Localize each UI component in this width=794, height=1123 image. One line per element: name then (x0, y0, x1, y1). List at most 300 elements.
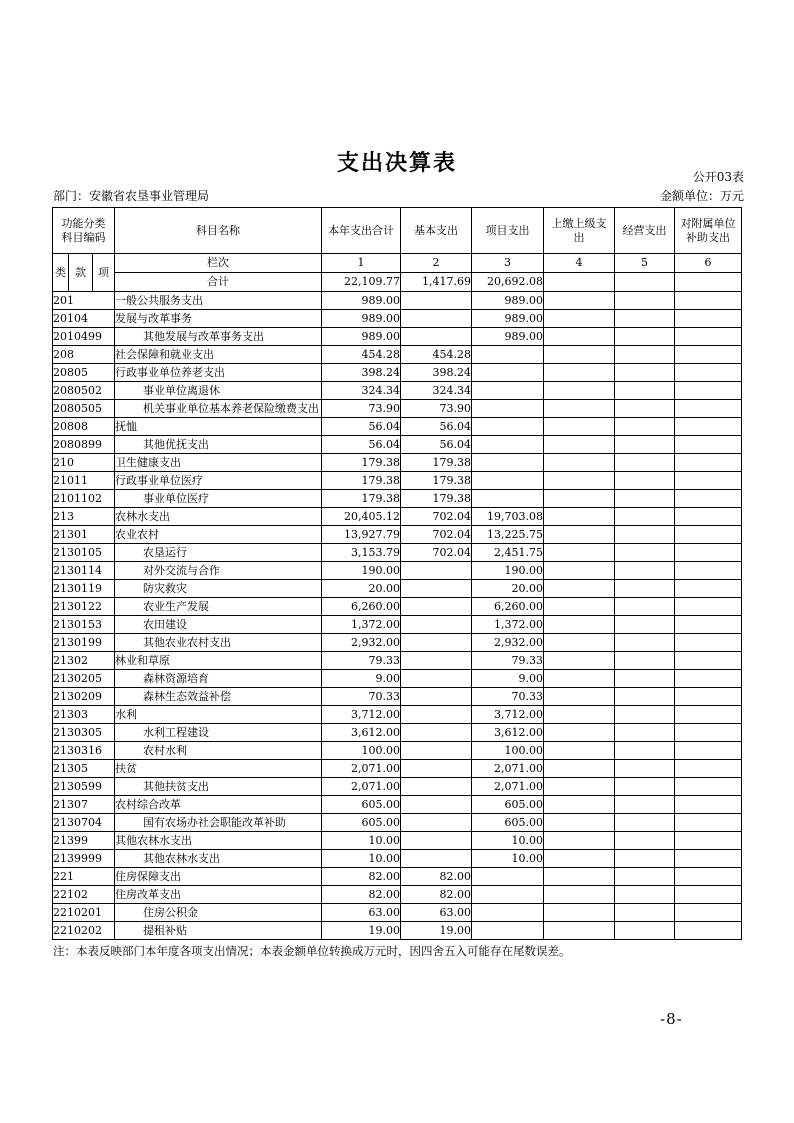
row-value (615, 904, 675, 922)
expenditure-table (52, 207, 742, 940)
row-value: 1,372.00 (322, 616, 401, 634)
row-value (615, 832, 675, 850)
row-value: 179.38 (322, 490, 401, 508)
row-value (615, 454, 675, 472)
header-xiang: 项 (93, 254, 115, 292)
total-value-1: 22,109.77 (322, 273, 401, 292)
row-value (675, 292, 742, 310)
row-value (472, 346, 544, 364)
row-value (544, 706, 615, 724)
row-value: 605.00 (472, 814, 544, 832)
row-value (615, 778, 675, 796)
row-value (675, 436, 742, 454)
row-value (544, 400, 615, 418)
table-row (53, 796, 742, 814)
row-value (675, 544, 742, 562)
table-row (53, 346, 742, 364)
row-value: 190.00 (472, 562, 544, 580)
row-value (615, 652, 675, 670)
row-value (675, 382, 742, 400)
row-value (615, 292, 675, 310)
row-value: 82.00 (401, 886, 472, 904)
row-value (615, 760, 675, 778)
row-value: 63.00 (322, 904, 401, 922)
row-value: 3,612.00 (472, 724, 544, 742)
row-value: 63.00 (401, 904, 472, 922)
row-value: 6,260.00 (472, 598, 544, 616)
row-value: 100.00 (322, 742, 401, 760)
row-value (544, 454, 615, 472)
row-value: 989.00 (472, 328, 544, 346)
page-title: 支出决算表 (336, 151, 457, 176)
table-row (53, 328, 742, 346)
row-value: 989.00 (322, 310, 401, 328)
row-value (401, 778, 472, 796)
table-note: 注：本表反映部门本年度各项支出情况；本表金额单位转换成万元时，因四舍五入可能存在尾数误差。 (53, 944, 571, 958)
row-value (675, 562, 742, 580)
row-value: 2,071.00 (472, 760, 544, 778)
row-value (615, 508, 675, 526)
header-col-1: 本年支出合计 (322, 208, 401, 254)
row-value (472, 868, 544, 886)
column-index-row (53, 254, 742, 273)
table-row (53, 850, 742, 868)
row-value (675, 742, 742, 760)
table-body (53, 292, 742, 940)
row-value (675, 634, 742, 652)
row-code: 21303 (53, 706, 115, 724)
row-code: 2080502 (53, 382, 115, 400)
row-value (544, 868, 615, 886)
header-lei: 类 (53, 254, 69, 292)
row-subject-name: 水利工程建设 (115, 724, 322, 742)
row-value (615, 310, 675, 328)
row-value (401, 760, 472, 778)
row-value (675, 688, 742, 706)
row-value (544, 832, 615, 850)
row-code: 208 (53, 346, 115, 364)
header-col-5: 经营支出 (615, 208, 675, 254)
row-value: 398.24 (401, 364, 472, 382)
row-value: 56.04 (322, 436, 401, 454)
row-code: 2210202 (53, 922, 115, 940)
row-value: 702.04 (401, 544, 472, 562)
row-value (544, 616, 615, 634)
row-value: 56.04 (401, 418, 472, 436)
row-value (401, 292, 472, 310)
row-value: 56.04 (401, 436, 472, 454)
table-row (53, 922, 742, 940)
row-value (544, 688, 615, 706)
row-value: 2,071.00 (322, 760, 401, 778)
header-col-4: 上缴上级支出 (544, 208, 615, 254)
header-code-group: 功能分类科目编码 (53, 208, 115, 254)
row-value: 10.00 (472, 850, 544, 868)
row-value (544, 778, 615, 796)
row-value (401, 670, 472, 688)
row-value (544, 346, 615, 364)
table-row (53, 670, 742, 688)
row-code: 2130122 (53, 598, 115, 616)
row-value (401, 742, 472, 760)
table-row (53, 472, 742, 490)
row-value (615, 742, 675, 760)
meta-row (53, 187, 744, 204)
row-value: 19.00 (401, 922, 472, 940)
row-code: 2130114 (53, 562, 115, 580)
row-value: 20,405.12 (322, 508, 401, 526)
row-subject-name: 卫生健康支出 (115, 454, 322, 472)
row-value (675, 400, 742, 418)
form-code-label: 公开03表 (692, 170, 744, 184)
row-value (675, 346, 742, 364)
row-subject-name: 森林资源培育 (115, 670, 322, 688)
row-subject-name: 一般公共服务支出 (115, 292, 322, 310)
row-value (544, 418, 615, 436)
row-value (615, 472, 675, 490)
row-value (675, 364, 742, 382)
row-value (615, 886, 675, 904)
row-value (472, 472, 544, 490)
row-value (472, 436, 544, 454)
row-value: 10.00 (322, 850, 401, 868)
header-col-2: 基本支出 (401, 208, 472, 254)
row-value (544, 742, 615, 760)
row-value (675, 868, 742, 886)
row-code: 2080899 (53, 436, 115, 454)
row-value (615, 598, 675, 616)
unit-label: 金额单位：万元 (659, 189, 744, 203)
row-value (615, 724, 675, 742)
row-value (544, 490, 615, 508)
row-value (544, 886, 615, 904)
row-subject-name: 农业农村 (115, 526, 322, 544)
row-value: 179.38 (322, 454, 401, 472)
row-value (401, 616, 472, 634)
row-value (472, 886, 544, 904)
row-value (544, 814, 615, 832)
table-row (53, 580, 742, 598)
row-value: 3,712.00 (472, 706, 544, 724)
row-value (675, 598, 742, 616)
row-code: 2130704 (53, 814, 115, 832)
row-value: 73.90 (322, 400, 401, 418)
row-value: 2,932.00 (322, 634, 401, 652)
row-value: 13,225.75 (472, 526, 544, 544)
row-value (675, 670, 742, 688)
table-row (53, 886, 742, 904)
row-code: 2130205 (53, 670, 115, 688)
table-row (53, 454, 742, 472)
row-value (544, 634, 615, 652)
row-subject-name: 提租补贴 (115, 922, 322, 940)
row-value: 702.04 (401, 508, 472, 526)
row-value (544, 850, 615, 868)
row-subject-name: 其他农业农村支出 (115, 634, 322, 652)
row-value: 20.00 (322, 580, 401, 598)
row-subject-name: 发展与改革事务 (115, 310, 322, 328)
row-value (544, 760, 615, 778)
row-value: 10.00 (322, 832, 401, 850)
total-label: 合计 (115, 273, 322, 292)
row-code: 221 (53, 868, 115, 886)
row-value (675, 904, 742, 922)
table-row (53, 904, 742, 922)
row-value: 82.00 (401, 868, 472, 886)
row-value (401, 598, 472, 616)
row-value: 454.28 (401, 346, 472, 364)
row-value (615, 616, 675, 634)
lanci-label: 栏次 (115, 254, 322, 273)
row-value (472, 454, 544, 472)
row-value: 100.00 (472, 742, 544, 760)
row-value: 79.33 (322, 652, 401, 670)
row-value (544, 598, 615, 616)
row-value (401, 706, 472, 724)
row-code: 20805 (53, 364, 115, 382)
row-code: 20104 (53, 310, 115, 328)
row-value (401, 652, 472, 670)
row-value (472, 364, 544, 382)
row-code: 21305 (53, 760, 115, 778)
row-value: 9.00 (472, 670, 544, 688)
row-code: 21307 (53, 796, 115, 814)
row-value (401, 688, 472, 706)
row-value (544, 436, 615, 454)
row-subject-name: 住房保障支出 (115, 868, 322, 886)
table-row (53, 526, 742, 544)
total-value-3: 20,692.08 (472, 273, 544, 292)
row-value: 1,372.00 (472, 616, 544, 634)
row-value (675, 922, 742, 940)
row-value (544, 472, 615, 490)
row-value (472, 382, 544, 400)
row-value (401, 562, 472, 580)
row-value (615, 706, 675, 724)
row-value (675, 508, 742, 526)
row-value (675, 850, 742, 868)
row-code: 2130305 (53, 724, 115, 742)
row-code: 2080505 (53, 400, 115, 418)
table-row (53, 508, 742, 526)
col-number-6: 6 (675, 254, 742, 273)
table-row (53, 598, 742, 616)
row-value: 605.00 (472, 796, 544, 814)
row-value (544, 580, 615, 598)
row-value (401, 832, 472, 850)
row-value: 56.04 (322, 418, 401, 436)
row-value (401, 796, 472, 814)
row-code: 2010499 (53, 328, 115, 346)
row-value (675, 706, 742, 724)
row-subject-name: 机关事业单位基本养老保险缴费支出 (115, 400, 322, 418)
row-code: 2130599 (53, 778, 115, 796)
table-row (53, 724, 742, 742)
row-value (675, 328, 742, 346)
row-value: 20.00 (472, 580, 544, 598)
row-value: 2,071.00 (322, 778, 401, 796)
row-value (472, 418, 544, 436)
row-value (675, 652, 742, 670)
row-value (675, 310, 742, 328)
table-row (53, 382, 742, 400)
header-col-3: 项目支出 (472, 208, 544, 254)
row-value (615, 562, 675, 580)
row-value: 2,932.00 (472, 634, 544, 652)
row-code: 21302 (53, 652, 115, 670)
row-value (544, 562, 615, 580)
row-code: 213 (53, 508, 115, 526)
row-value (615, 346, 675, 364)
row-subject-name: 事业单位医疗 (115, 490, 322, 508)
row-subject-name: 事业单位离退休 (115, 382, 322, 400)
row-value (615, 364, 675, 382)
row-value (675, 832, 742, 850)
row-value: 3,153.79 (322, 544, 401, 562)
row-value (615, 544, 675, 562)
row-value (401, 850, 472, 868)
col-number-2: 2 (401, 254, 472, 273)
row-value (401, 310, 472, 328)
row-value (544, 508, 615, 526)
row-subject-name: 水利 (115, 706, 322, 724)
table-row (53, 688, 742, 706)
total-value-5 (615, 273, 675, 292)
row-value: 2,071.00 (472, 778, 544, 796)
row-value (675, 616, 742, 634)
col-number-1: 1 (322, 254, 401, 273)
row-value (675, 796, 742, 814)
col-number-3: 3 (472, 254, 544, 273)
table-row (53, 364, 742, 382)
row-value (615, 670, 675, 688)
row-code: 201 (53, 292, 115, 310)
row-value: 324.34 (322, 382, 401, 400)
row-subject-name: 农业生产发展 (115, 598, 322, 616)
row-code: 2130153 (53, 616, 115, 634)
table-row (53, 616, 742, 634)
row-value: 70.33 (322, 688, 401, 706)
row-code: 20808 (53, 418, 115, 436)
table-row (53, 778, 742, 796)
row-value (615, 796, 675, 814)
table-row (53, 760, 742, 778)
row-value (675, 418, 742, 436)
row-value (544, 670, 615, 688)
row-value (675, 724, 742, 742)
row-value (615, 688, 675, 706)
row-subject-name: 行政事业单位医疗 (115, 472, 322, 490)
row-value (472, 922, 544, 940)
row-value: 605.00 (322, 796, 401, 814)
row-subject-name: 住房公积金 (115, 904, 322, 922)
row-value (472, 400, 544, 418)
row-subject-name: 社会保障和就业支出 (115, 346, 322, 364)
table-row (53, 292, 742, 310)
row-subject-name: 农垦运行 (115, 544, 322, 562)
row-value: 179.38 (322, 472, 401, 490)
row-value (615, 850, 675, 868)
col-number-4: 4 (544, 254, 615, 273)
row-value: 324.34 (401, 382, 472, 400)
table-row (53, 706, 742, 724)
row-value: 179.38 (401, 454, 472, 472)
table-row (53, 490, 742, 508)
row-subject-name: 扶贫 (115, 760, 322, 778)
row-value (544, 652, 615, 670)
row-value (615, 490, 675, 508)
row-value: 989.00 (472, 292, 544, 310)
row-value (615, 868, 675, 886)
row-value (615, 922, 675, 940)
row-value (472, 904, 544, 922)
table-row (53, 814, 742, 832)
row-value (615, 436, 675, 454)
table-row (53, 868, 742, 886)
row-value: 179.38 (401, 472, 472, 490)
row-value (675, 472, 742, 490)
table-row (53, 562, 742, 580)
row-value (675, 454, 742, 472)
department-label: 部门：安徽省农垦事业管理局 (53, 189, 210, 203)
table-row (53, 310, 742, 328)
row-value: 454.28 (322, 346, 401, 364)
row-subject-name: 农田建设 (115, 616, 322, 634)
row-code: 2130119 (53, 580, 115, 598)
row-code: 2130316 (53, 742, 115, 760)
row-value: 70.33 (472, 688, 544, 706)
row-value: 19.00 (322, 922, 401, 940)
row-code: 2130209 (53, 688, 115, 706)
row-subject-name: 抚恤 (115, 418, 322, 436)
row-value (675, 778, 742, 796)
row-value: 605.00 (322, 814, 401, 832)
row-subject-name: 农村水利 (115, 742, 322, 760)
row-value (544, 310, 615, 328)
row-value (544, 292, 615, 310)
row-value (544, 328, 615, 346)
table-row (53, 544, 742, 562)
row-subject-name: 国有农场办社会职能改革补助 (115, 814, 322, 832)
row-value (615, 382, 675, 400)
total-value-4 (544, 273, 615, 292)
row-value: 702.04 (401, 526, 472, 544)
row-value (675, 886, 742, 904)
row-value (544, 796, 615, 814)
row-value: 82.00 (322, 868, 401, 886)
row-code: 21301 (53, 526, 115, 544)
row-value (401, 634, 472, 652)
table-row (53, 436, 742, 454)
total-value-6 (675, 273, 742, 292)
row-value: 82.00 (322, 886, 401, 904)
header-row (53, 208, 742, 254)
row-subject-name: 其他扶贫支出 (115, 778, 322, 796)
row-code: 2101102 (53, 490, 115, 508)
row-value: 989.00 (472, 310, 544, 328)
table-row (53, 742, 742, 760)
row-value: 19,703.08 (472, 508, 544, 526)
row-value: 989.00 (322, 292, 401, 310)
row-value (675, 580, 742, 598)
row-value: 2,451.75 (472, 544, 544, 562)
row-value (544, 904, 615, 922)
row-value (544, 922, 615, 940)
row-code: 21399 (53, 832, 115, 850)
row-code: 2139999 (53, 850, 115, 868)
total-row (53, 273, 742, 292)
row-value (615, 526, 675, 544)
